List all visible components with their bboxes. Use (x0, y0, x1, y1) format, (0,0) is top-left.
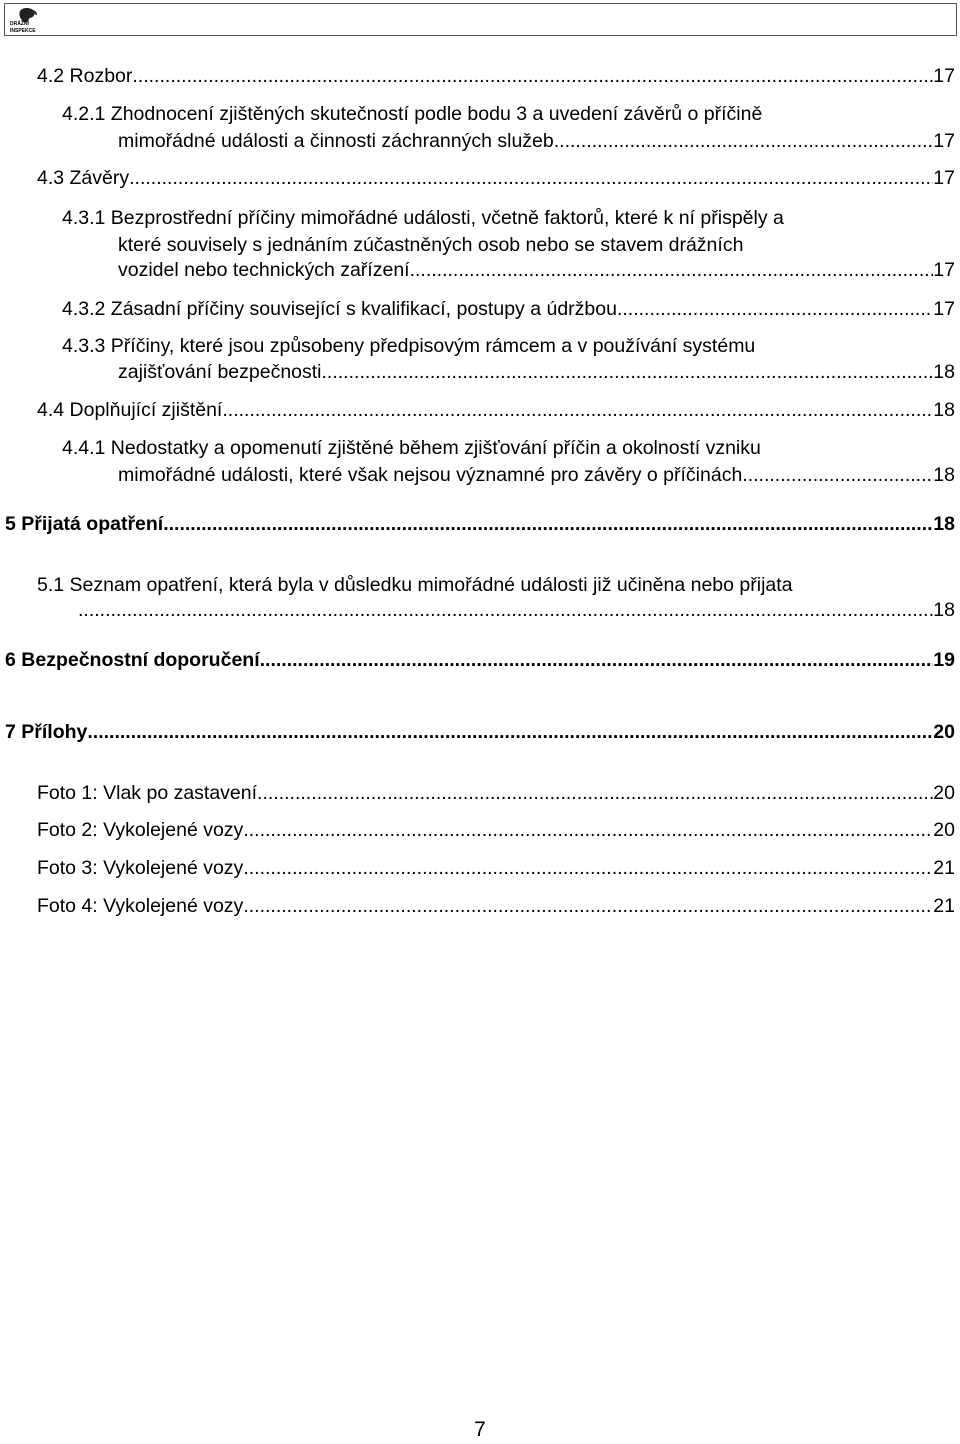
toc-entry-5-1[interactable] (78, 598, 955, 622)
svg-text:DRÁŽNÍ: DRÁŽNÍ (10, 21, 29, 27)
toc-entry-4-4[interactable] (37, 398, 955, 422)
toc-entry-page: 17 (933, 65, 955, 87)
toc-entry-title: vozidel nebo technických zařízení (118, 259, 410, 281)
page-number: 7 (474, 1418, 486, 1441)
toc-entry-title: mimořádné události a činnosti záchranných služeb (118, 130, 554, 152)
dot-leader (163, 512, 933, 536)
toc-entry-4-3-1-title-cont[interactable]: které souvisely s jednáním zúčastněných osob nebo se stavem drážních (118, 234, 744, 256)
toc-entry-4-2-1-title[interactable]: 4.2.1 Zhodnocení zjištěných skutečností podle bodu 3 a uvedení závěrů o příčině (62, 103, 763, 125)
toc-entry-4-2[interactable] (37, 64, 955, 88)
toc-entry-page: 20 (933, 721, 955, 743)
toc-entry-7[interactable] (5, 720, 955, 744)
toc-entry-4-3-1[interactable] (118, 258, 955, 282)
toc-entry-4-3-2[interactable] (62, 297, 955, 321)
dot-leader (87, 720, 933, 744)
dot-leader (222, 398, 933, 422)
dot-leader (554, 129, 934, 153)
toc-entry-5[interactable] (5, 512, 955, 536)
toc-entry-page: 18 (933, 361, 955, 383)
toc-entry-6[interactable] (5, 648, 955, 672)
dot-leader (78, 598, 933, 622)
toc-entry-title: 7 Přílohy (5, 721, 88, 743)
toc-figure-entry[interactable] (37, 894, 955, 918)
dot-leader (243, 894, 933, 918)
toc-entry-4-3-1-title[interactable]: 4.3.1 Bezprostřední příčiny mimořádné události, včetně faktorů, které k ní přispěly a (62, 207, 784, 229)
toc-figure-entry[interactable] (37, 818, 955, 842)
dot-leader (243, 856, 933, 880)
drazni-inspekce-logo (8, 6, 48, 34)
toc-figure-page: 20 (933, 782, 955, 804)
toc-figure-title: Foto 2: Vykolejené vozy (37, 819, 244, 841)
toc-entry-page: 17 (933, 259, 955, 281)
toc-figure-title: Foto 1: Vlak po zastavení (37, 782, 258, 804)
toc-entry-page: 17 (933, 167, 955, 189)
dot-leader (742, 463, 933, 487)
toc-entry-page: 18 (933, 464, 955, 486)
toc-entry-5-1-title[interactable]: 5.1 Seznam opatření, která byla v důsledku mimořádné události již učiněna nebo přijata (37, 574, 793, 596)
dot-leader (257, 781, 933, 805)
toc-figure-title: Foto 3: Vykolejené vozy (37, 857, 244, 879)
toc-entry-4-4-1-title[interactable]: 4.4.1 Nedostatky a opomenutí zjištěné během zjišťování příčin a okolností vzniku (62, 437, 761, 459)
toc-entry-4-3-3-title[interactable]: 4.3.3 Příčiny, které jsou způsobeny předpisovým rámcem a v používání systému (62, 335, 756, 357)
toc-entry-title: 4.2 Rozbor (37, 65, 133, 87)
dot-leader (243, 818, 933, 842)
toc-figure-entry[interactable] (37, 856, 955, 880)
toc-entry-title: 4.4 Doplňující zjištění (37, 399, 223, 421)
svg-text:INSPEKCE: INSPEKCE (10, 28, 36, 34)
toc-figure-page: 21 (933, 857, 955, 879)
toc-entry-page: 18 (933, 399, 955, 421)
dot-leader (129, 166, 933, 190)
toc-entry-page: 17 (933, 130, 955, 152)
toc-entry-page: 19 (933, 649, 955, 671)
toc-entry-4-4-1[interactable] (118, 463, 955, 487)
page-header (4, 3, 957, 36)
toc-figure-page: 21 (933, 895, 955, 917)
toc-entry-4-3-3[interactable] (118, 360, 955, 384)
toc-entry-title: mimořádné události, které však nejsou významné pro závěry o příčinách (118, 464, 743, 486)
toc-entry-4-2-1[interactable] (118, 129, 955, 153)
toc-figure-entry[interactable] (37, 781, 955, 805)
toc-entry-title: zajišťování bezpečnosti (118, 361, 322, 383)
toc-figure-title: Foto 4: Vykolejené vozy (37, 895, 244, 917)
toc-entry-title: 5 Přijatá opatření (5, 513, 164, 535)
toc-figure-page: 20 (933, 819, 955, 841)
dot-leader (322, 360, 934, 384)
toc-entry-title: 6 Bezpečnostní doporučení (5, 649, 260, 671)
toc-entry-page: 18 (933, 599, 955, 621)
dot-leader (410, 258, 934, 282)
toc-entry-4-3[interactable] (37, 166, 955, 190)
toc-entry-title: 4.3.2 Zásadní příčiny související s kvalifikací, postupy a údržbou (62, 298, 617, 320)
dot-leader (132, 64, 933, 88)
dot-leader (617, 297, 933, 321)
toc-entry-page: 18 (933, 513, 955, 535)
dot-leader (260, 648, 934, 672)
toc-entry-title: 4.3 Závěry (37, 167, 130, 189)
toc-entry-page: 17 (933, 298, 955, 320)
